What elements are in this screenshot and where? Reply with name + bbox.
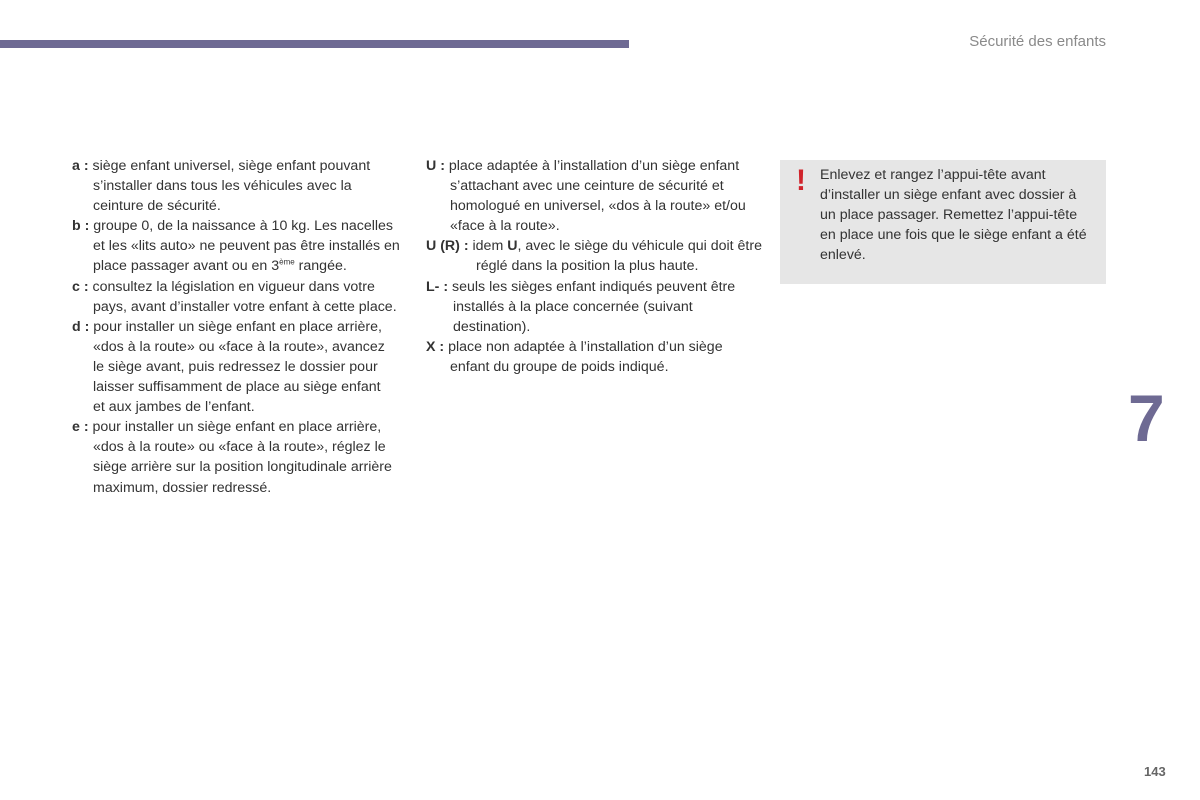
legend-text-row-prefix: 3 <box>271 258 280 275</box>
legend-column-left <box>72 156 402 498</box>
page-number: 143 <box>1144 764 1166 779</box>
legend-text-bold: U <box>507 238 518 255</box>
legend-item-b <box>72 216 402 276</box>
legend-key: L- : <box>426 278 449 295</box>
legend-text: place adaptée à l’installation d’un siège enfant s’attachant avec une ceinture de sécurité et homologué en universel, «dos à la route» et/ou «face à la route». <box>448 158 746 235</box>
section-title: Sécurité des enfants <box>969 33 1106 50</box>
legend-item-a <box>72 156 402 216</box>
legend-text: siège enfant universel, siège enfant pouvant s’installer dans tous les véhicules avec la ceinture de sécurité. <box>92 158 371 215</box>
legend-item-ur <box>426 236 776 276</box>
legend-key: X : <box>426 338 445 355</box>
legend-text-superscript: ème <box>279 257 295 267</box>
legend-key: a : <box>72 158 89 174</box>
legend-text-post: , avec le siège du véhicule qui doit être réglé dans la position la plus haute. <box>476 238 762 275</box>
warning-box <box>780 160 1106 284</box>
legend-text: pour installer un siège enfant en place arrière, «dos à la route» ou «face à la route», réglez le siège arrière sur la position longitudinale arrière maximum, dossier redressé. <box>92 419 392 496</box>
header-accent-bar <box>0 40 629 48</box>
warning-exclamation-icon: ! <box>796 164 806 197</box>
legend-key: U (R) : <box>426 238 469 255</box>
legend-text-row-suffix: rangée. <box>294 258 347 275</box>
legend-key: U : <box>426 158 445 174</box>
legend-key: c : <box>72 278 89 295</box>
chapter-number: 7 <box>1128 381 1165 455</box>
legend-text: consultez la législation en vigueur dans votre pays, avant d’installer votre enfant à cette place. <box>92 278 397 315</box>
legend-text-pre: idem <box>472 238 508 255</box>
legend-text: place non adaptée à l’installation d’un siège enfant du groupe de poids indiqué. <box>448 338 723 375</box>
legend-item-u <box>426 156 750 236</box>
legend-text: pour installer un siège enfant en place arrière, «dos à la route» ou «face à la route», avancez le siège avant, puis redressez le dossier pour laisser suffisamment de place au siège enfant et aux jambes de l’enfant. <box>93 318 385 416</box>
legend-item-l <box>426 277 753 337</box>
warning-text: Enlevez et rangez l’appui-tête avant d’installer un siège enfant avec dossier à un place passager. Remettez l’appui-tête en place une fois que le siège enfant a été enlevé. <box>820 167 1087 264</box>
legend-key: e : <box>72 419 89 436</box>
legend-key: d : <box>72 318 90 335</box>
legend-column-right <box>426 156 762 377</box>
legend-item-e <box>72 417 402 497</box>
legend-item-x <box>426 337 755 377</box>
legend-item-d <box>72 317 393 417</box>
legend-text: groupe 0, de la naissance à 10 kg. Les nacelles et les «lits auto» ne peuvent pas être installés en place passager avant ou en <box>93 218 400 275</box>
legend-text: seuls les sièges enfant indiqués peuvent être installés à la place concernée (suivant destination). <box>452 278 736 335</box>
legend-item-c <box>72 277 402 317</box>
legend-key: b : <box>72 218 90 235</box>
